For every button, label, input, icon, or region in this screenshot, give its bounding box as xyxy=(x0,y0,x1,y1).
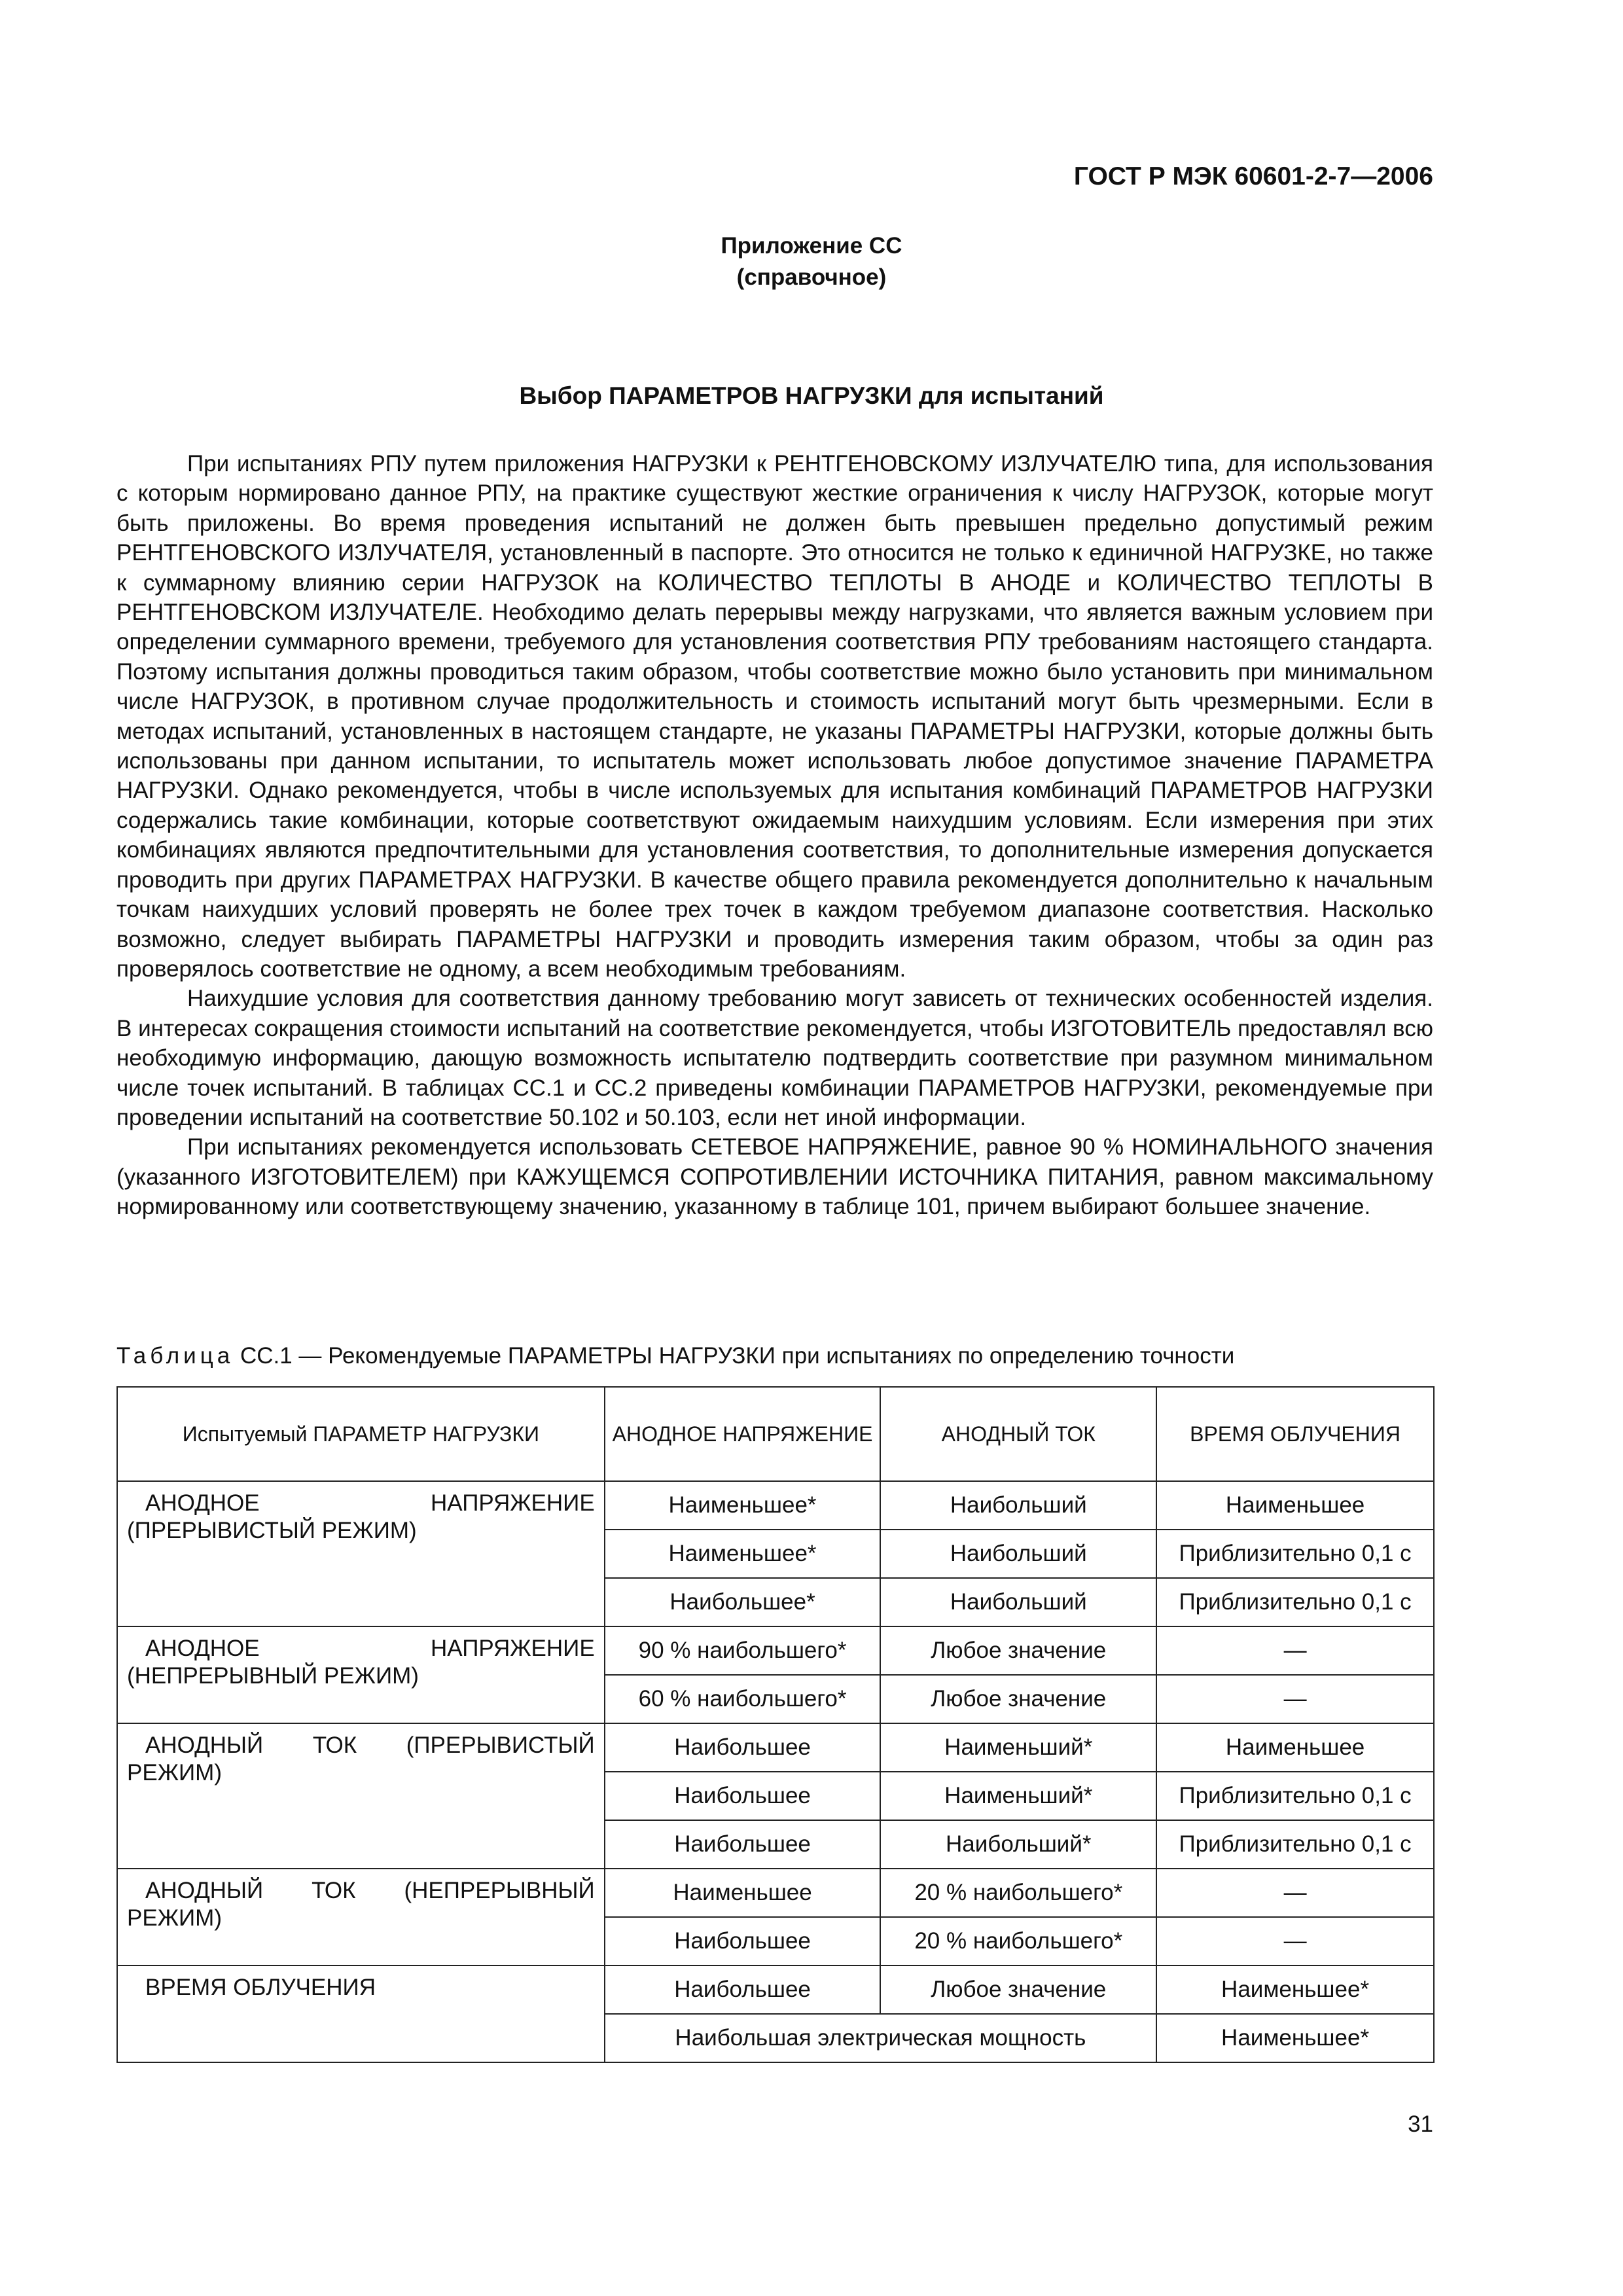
page-number: 31 xyxy=(1408,2111,1433,2137)
table-row xyxy=(117,1723,1434,1772)
table-cell: Наибольший xyxy=(880,1530,1156,1578)
table-cell: Наибольший* xyxy=(880,1820,1156,1869)
table-cell: Наименьшее xyxy=(1156,1723,1434,1772)
table-cell: — xyxy=(1156,1869,1434,1917)
tested-parameter-cell: ВРЕМЯ ОБЛУЧЕНИЯ xyxy=(117,1965,605,2062)
document-standard-code: ГОСТ Р МЭК 60601-2-7—2006 xyxy=(1073,162,1433,190)
table-cell: 20 % наибольшего* xyxy=(880,1917,1156,1965)
table-cell: Наибольший xyxy=(880,1481,1156,1530)
table-cell: Наименьшее xyxy=(1156,1481,1434,1530)
table-cell: Любое значение xyxy=(880,1675,1156,1723)
table-cell: Наименьшее* xyxy=(1156,1965,1434,2014)
table-cell: Наибольший xyxy=(880,1578,1156,1626)
table-cell: Приблизительно 0,1 с xyxy=(1156,1820,1434,1869)
table-caption-label: Таблица xyxy=(116,1343,234,1369)
table-caption-text: СС.1 — Рекомендуемые ПАРАМЕТРЫ НАГРУЗКИ при испытаниях по определению точности xyxy=(240,1343,1235,1369)
table-cell: Наибольшее xyxy=(605,1917,881,1965)
table-cell: 20 % наибольшего* xyxy=(880,1869,1156,1917)
table-row xyxy=(117,1869,1434,1917)
table-cell: Наибольшее* xyxy=(605,1578,881,1626)
body-text xyxy=(116,449,1433,1222)
tested-parameter-cell: АНОДНОЕ НАПРЯЖЕНИЕ (ПРЕРЫВИСТЫЙ РЕЖИМ) xyxy=(117,1481,605,1626)
table-cell: Наибольшее xyxy=(605,1723,881,1772)
table-cell: Наименьшее* xyxy=(605,1481,881,1530)
table-cell: — xyxy=(1156,1675,1434,1723)
table-cell: Наименьший* xyxy=(880,1772,1156,1820)
header-anode-voltage: АНОДНОЕ НАПРЯЖЕНИЕ xyxy=(605,1387,881,1481)
load-parameters-table xyxy=(116,1386,1435,2063)
annex-title: Приложение СС xyxy=(721,233,902,259)
paragraph: При испытаниях рекомендуется использовать СЕТЕВОЕ НАПРЯЖЕНИЕ, равное 90 % НОМИНАЛЬНОГО значения (указанного ИЗГОТОВИТЕЛЕМ) при КАЖУЩЕМСЯ СОПРОТИВЛЕНИИ ИСТОЧНИКА ПИТАНИЯ, равном максимальному нормированному или соответствующему значению, указанному в таблице 101, причем выбирают большее значение. xyxy=(116,1134,1433,1220)
table-cell: Приблизительно 0,1 с xyxy=(1156,1772,1434,1820)
table-row xyxy=(117,1626,1434,1675)
annex-heading xyxy=(0,230,1623,293)
table-cell: Любое значение xyxy=(880,1626,1156,1675)
table-cell: Наибольшее xyxy=(605,1772,881,1820)
table-cell: Наибольшее xyxy=(605,1965,881,2014)
table-cell: Наибольшее xyxy=(605,1820,881,1869)
table-cell: — xyxy=(1156,1917,1434,1965)
table-cell: Наименьший* xyxy=(880,1723,1156,1772)
header-exposure-time: ВРЕМЯ ОБЛУЧЕНИЯ xyxy=(1156,1387,1434,1481)
annex-type: (справочное) xyxy=(736,264,887,290)
table-row xyxy=(117,1481,1434,1530)
table-cell: 60 % наибольшего* xyxy=(605,1675,881,1723)
table-caption xyxy=(116,1343,1433,1369)
table-cell: Приблизительно 0,1 с xyxy=(1156,1578,1434,1626)
tested-parameter-cell: АНОДНЫЙ ТОК (НЕПРЕРЫВНЫЙ РЕЖИМ) xyxy=(117,1869,605,1965)
table-cell: Наименьшее xyxy=(605,1869,881,1917)
tested-parameter-cell: АНОДНОЕ НАПРЯЖЕНИЕ (НЕПРЕРЫВНЫЙ РЕЖИМ) xyxy=(117,1626,605,1723)
table-row xyxy=(117,1965,1434,2014)
table-cell: Любое значение xyxy=(880,1965,1156,2014)
paragraph: Наихудшие условия для соответствия данному требованию могут зависеть от технических особенностей изделия. В интересах сокращения стоимости испытаний на соответствие рекомендуется, чтобы ИЗГОТОВИТЕЛЬ предоставлял всю необходимую информацию, дающую возможность испытателю подтвердить соответствие при разумном минимальном числе точек испытаний. В таблицах СС.1 и СС.2 приведены комбинации ПАРАМЕТРОВ НАГРУЗКИ, рекомендуемые при проведении испытаний на соответствие 50.102 и 50.103, если нет иной информации. xyxy=(116,986,1433,1130)
table-cell: Наименьшее* xyxy=(605,1530,881,1578)
header-anode-current: АНОДНЫЙ ТОК xyxy=(880,1387,1156,1481)
tested-parameter-cell: АНОДНЫЙ ТОК (ПРЕРЫВИСТЫЙ РЕЖИМ) xyxy=(117,1723,605,1869)
table-cell: Наименьшее* xyxy=(1156,2014,1434,2062)
table-cell: Приблизительно 0,1 с xyxy=(1156,1530,1434,1578)
table-cell: — xyxy=(1156,1626,1434,1675)
section-title: Выбор ПАРАМЕТРОВ НАГРУЗКИ для испытаний xyxy=(519,382,1104,409)
paragraph: При испытаниях РПУ путем приложения НАГРУЗКИ к РЕНТГЕНОВСКОМУ ИЗЛУЧАТЕЛЮ типа, для использования с которым нормировано данное РПУ, на практике существуют жесткие ограничения к числу НАГРУЗОК, которые могут быть приложены. Во время проведения испытаний не должен быть превышен предельно допустимый режим РЕНТГЕНОВСКОГО ИЗЛУЧАТЕЛЯ, установленный в паспорте. Это относится не только к единичной НАГРУЗКЕ, но также к суммарному влиянию серии НАГРУЗОК на КОЛИЧЕСТВО ТЕПЛОТЫ В АНОДЕ и КОЛИЧЕСТВО ТЕПЛОТЫ В РЕНТГЕНОВСКОМ ИЗЛУЧАТЕЛЕ. Необходимо делать перерывы между нагрузками, что является важным условием при определении суммарного времени, требуемого для установления соответствия РПУ требованиям настоящего стандарта. Поэтому испытания должны проводиться таким образом, чтобы соответствие можно было установить при минимальном числе НАГРУЗОК, в противном случае продолжительность и стоимость испытаний могут быть чрезмерными. Если в методах испытаний, установленных в настоящем стандарте, не указаны ПАРАМЕТРЫ НАГРУЗКИ, которые должны быть использованы при данном испытании, то испытатель может использовать любое допустимое значение ПАРАМЕТРА НАГРУЗКИ. Однако рекомендуется, чтобы в числе используемых для испытания комбинаций ПАРАМЕТРОВ НАГРУЗКИ содержались такие комбинации, которые соответствуют ожидаемым наихудшим условиям. Если измерения при этих комбинациях являются предпочтительными для установления соответствия, то дополнительные измерения допускается проводить при других ПАРАМЕТРАХ НАГРУЗКИ. В качестве общего правила рекомендуется дополнительно к начальным точкам наихудших условий проверять не более трех точек в каждом требуемом диапазоне соответствия. Насколько возможно, следует выбирать ПАРАМЕТРЫ НАГРУЗКИ и проводить измерения таким образом, чтобы за один раз проверялось соответствие не одному, а всем необходимым требованиям. xyxy=(116,451,1433,982)
table-cell: 90 % наибольшего* xyxy=(605,1626,881,1675)
header-tested-parameter: Испытуемый ПАРАМЕТР НАГРУЗКИ xyxy=(117,1387,605,1481)
table-header-row xyxy=(117,1387,1434,1481)
table-cell-merged: Наибольшая электрическая мощность xyxy=(605,2014,1156,2062)
